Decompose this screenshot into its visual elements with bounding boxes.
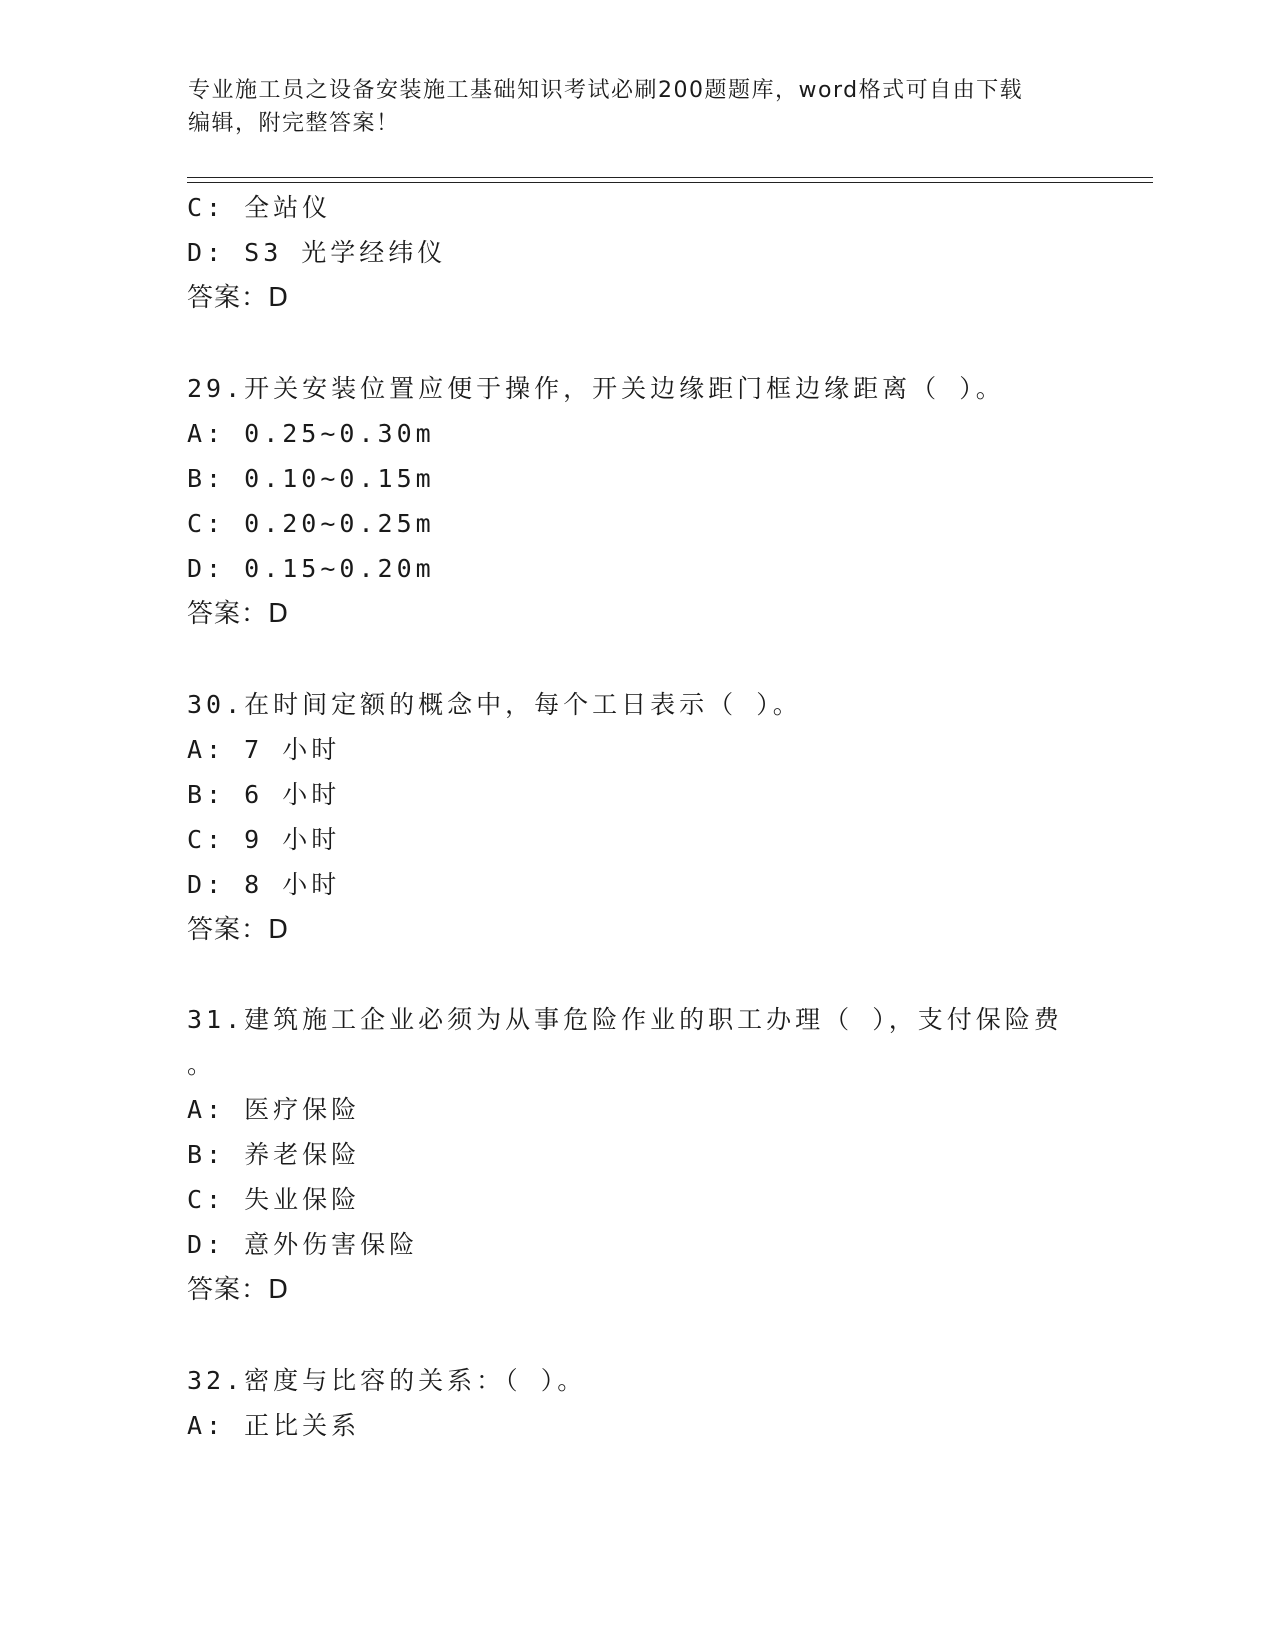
question-29-option-b: B: 0.10~0.15m: [187, 464, 435, 493]
header-line-2: 编辑，附完整答案！: [188, 111, 400, 136]
question-31-option-c: C: 失业保险: [187, 1185, 361, 1214]
answer-q29: 答案：D: [187, 599, 290, 629]
question-29-option-c: C: 0.20~0.25m: [187, 509, 435, 538]
header-divider-top: [187, 177, 1153, 178]
question-32-option-a: A: 正比关系: [187, 1411, 361, 1440]
question-29-option-a: A: 0.25~0.30m: [187, 419, 435, 448]
question-31-option-b: B: 养老保险: [187, 1140, 361, 1169]
header-line-1: 专业施工员之设备安装施工基础知识考试必刷200题题库，word格式可自由下载: [188, 78, 1024, 103]
question-30-option-a: A: 7 小时: [187, 735, 341, 764]
question-31-stem: 31.建筑施工企业必须为从事危险作业的职工办理（ ），支付保险费: [187, 1005, 1063, 1034]
answer-q30: 答案：D: [187, 915, 290, 945]
question-30-option-c: C: 9 小时: [187, 825, 341, 854]
question-30-option-d: D: 8 小时: [187, 870, 341, 899]
header-divider-bottom: [187, 182, 1153, 183]
question-29-stem: 29.开关安装位置应便于操作，开关边缘距门框边缘距离（ ）。: [187, 374, 1005, 403]
question-31-stem-continued: 。: [187, 1050, 217, 1079]
question-31-option-d: D: 意外伤害保险: [187, 1230, 419, 1259]
answer-q28: 答案：D: [187, 283, 290, 313]
answer-q31: 答案：D: [187, 1275, 290, 1305]
question-30-option-b: B: 6 小时: [187, 780, 341, 809]
document-header: [188, 74, 1088, 140]
option-d: D: S3 光学经纬仪: [187, 238, 447, 267]
question-30-stem: 30.在时间定额的概念中，每个工日表示（ ）。: [187, 690, 802, 719]
question-32-stem: 32.密度与比容的关系：（ ）。: [187, 1366, 587, 1395]
option-c: C: 全站仪: [187, 193, 332, 222]
question-31-option-a: A: 医疗保险: [187, 1095, 361, 1124]
question-29-option-d: D: 0.15~0.20m: [187, 554, 435, 583]
